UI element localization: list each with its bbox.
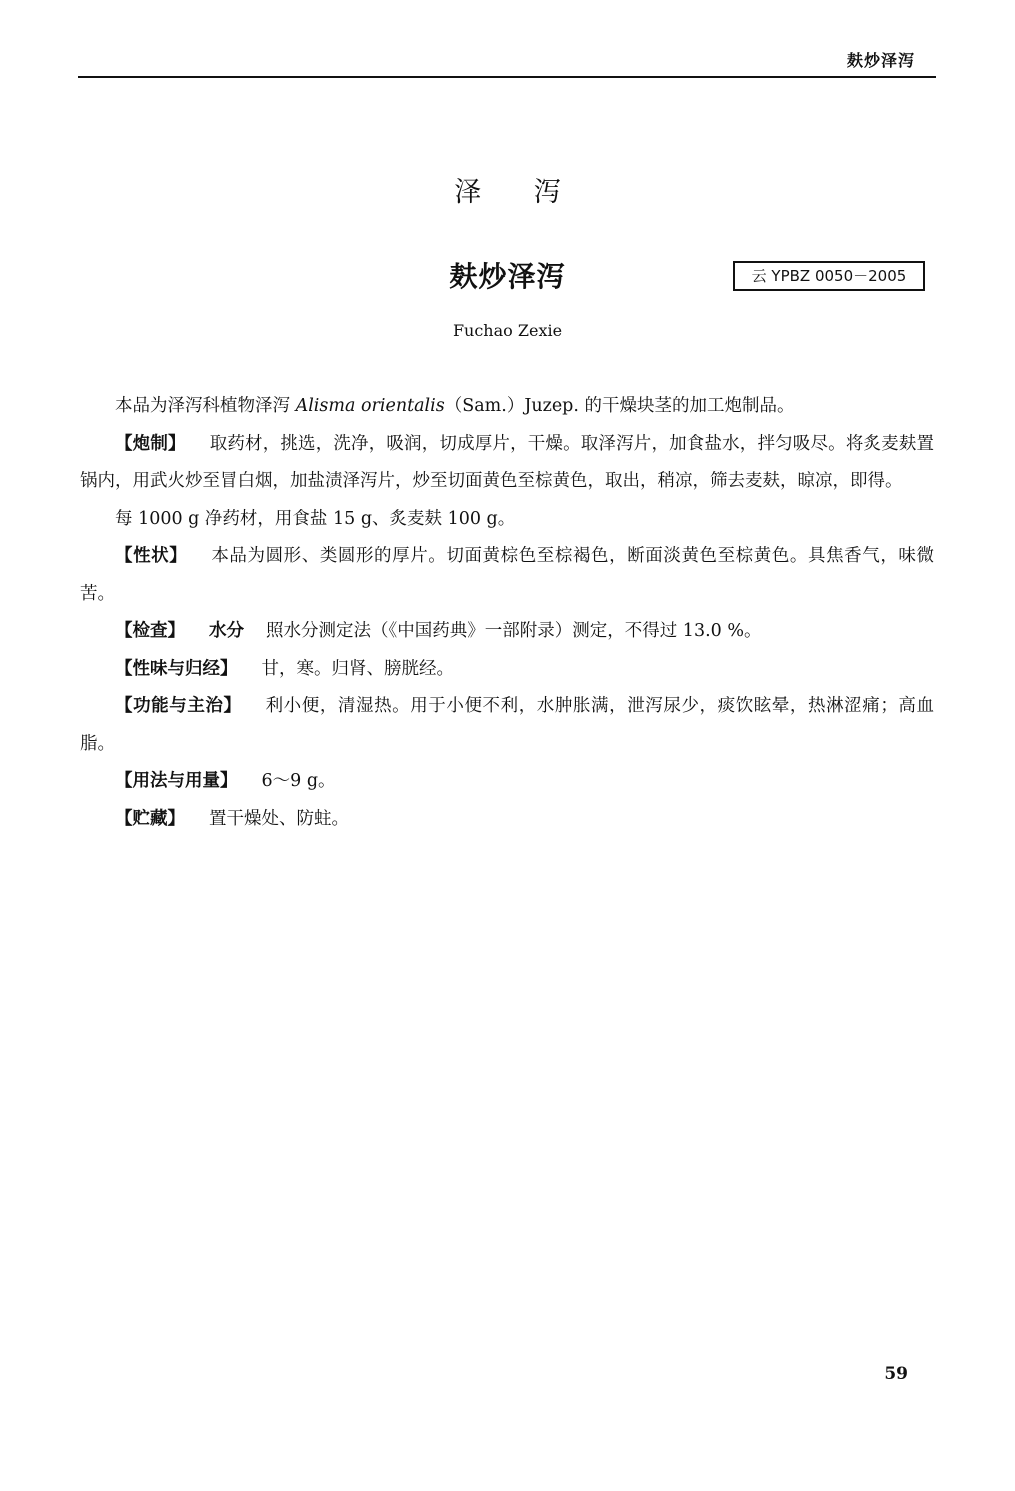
- description-text: 本品为圆形、类圆形的厚片。切面黄棕色至棕褐色，断面淡黄色至棕黄色。具焦香气，味微苦。: [80, 546, 934, 604]
- running-header-title: 麸炒泽泻: [846, 51, 915, 70]
- nature-meridian-label: 【性味与归经】: [115, 658, 238, 679]
- storage-paragraph: [80, 801, 934, 839]
- page-number: 59: [884, 1364, 908, 1384]
- processing-ratio: 每 1000 g 净药材，用食盐 15 g、炙麦麸 100 g。: [115, 508, 516, 529]
- inspection-subhead: 水分: [209, 621, 244, 641]
- description-paragraph: [80, 538, 934, 613]
- inspection-text: 照水分测定法（《中国药典》一部附录）测定，不得过 13.0 %。: [266, 621, 762, 641]
- storage-label: 【贮藏】: [115, 808, 185, 829]
- dosage-paragraph: [80, 763, 934, 801]
- monograph-body: [80, 388, 934, 838]
- section-title: 泽 泻: [454, 177, 583, 208]
- functions-paragraph: [80, 688, 934, 763]
- processing-paragraph: [80, 426, 934, 501]
- intro-prefix: 本品为泽泻科植物泽泻: [115, 396, 296, 416]
- description-label: 【性状】: [115, 546, 188, 566]
- latin-name: Alisma orientalis: [295, 396, 445, 416]
- monograph-title: 麸炒泽泻: [449, 260, 566, 293]
- functions-text: 利小便，清湿热。用于小便不利，水肿胀满，泄泻尿少，痰饮眩晕，热淋涩痛；高血脂。: [80, 696, 935, 754]
- intro-paragraph: [80, 388, 934, 426]
- nature-meridian-paragraph: [80, 651, 934, 689]
- intro-suffix: （Sam.）Juzep. 的干燥块茎的加工炮制品。: [444, 396, 795, 416]
- nature-meridian-text: 甘，寒。归肾、膀胱经。: [261, 658, 454, 679]
- processing-label: 【炮制】: [115, 433, 186, 454]
- dosage-label: 【用法与用量】: [115, 771, 238, 791]
- processing-text: 取药材，挑选，洗净，吸润，切成厚片，干燥。取泽泻片，加食盐水，拌匀吸尽。将炙麦麸置锅内，用武火炒至冒白烟，加盐渍泽泻片，炒至切面黄色至棕黄色，取出，稍凉，筛去麦麸，晾凉，即得。: [80, 433, 935, 491]
- storage-text: 置干燥处、防蛀。: [209, 808, 349, 829]
- dosage-text: 6～9 g。: [261, 771, 336, 791]
- header-rule: [78, 76, 936, 78]
- standard-code-box: 云 YPBZ 0050－2005: [733, 261, 925, 291]
- inspection-paragraph: [80, 613, 934, 651]
- inspection-label: 【检查】: [115, 621, 185, 641]
- functions-label: 【功能与主治】: [115, 696, 242, 716]
- monograph-pinyin: Fuchao Zexie: [452, 321, 563, 340]
